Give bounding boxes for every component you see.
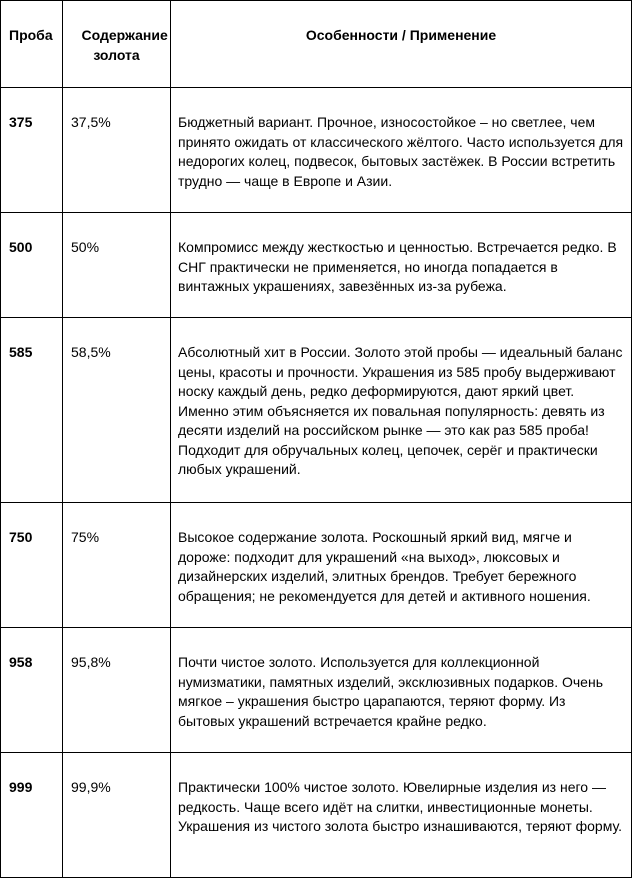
description-text: Высокое содержание золота. Роскошный яркий вид, мягче и дороже: подходит для украшений «на выход», люксовых и дизайнерских изделий, элитных брендов. Требует бережного обращения; не рекомендуется для детей и активного ношения. <box>178 529 591 604</box>
proba-value: 958 <box>9 654 33 670</box>
header-proba-label: Проба <box>9 27 53 43</box>
proba-cell <box>1 318 63 503</box>
description-text: Почти чистое золото. Используется для коллекционной нумизматики, памятных изделий, эксклюзивных подарков. Очень мягкое – украшения быстро царапаются, теряют форму. Из бытовых украшений встречается крайне редко. <box>178 654 603 729</box>
table-row <box>1 213 632 318</box>
content-cell <box>63 628 171 753</box>
content-cell <box>63 318 171 503</box>
header-proba <box>1 1 63 88</box>
header-content-label: Содержание золота <box>81 27 168 63</box>
content-value: 75% <box>71 529 100 545</box>
description-cell <box>171 628 632 753</box>
header-content <box>63 1 171 88</box>
content-cell <box>63 753 171 878</box>
description-text: Компромисс между жесткостью и ценностью. Встречается редко. В СНГ практически не применяется, но иногда попадается в винтажных украшениях, завезённых из-за рубежа. <box>178 239 617 294</box>
description-cell <box>171 88 632 213</box>
content-value: 50% <box>71 239 100 255</box>
proba-cell <box>1 753 63 878</box>
description-cell <box>171 213 632 318</box>
table-row <box>1 503 632 628</box>
proba-value: 999 <box>9 779 33 795</box>
table-row <box>1 88 632 213</box>
content-value: 58,5% <box>71 344 111 360</box>
description-text: Бюджетный вариант. Прочное, износостойкое – но светлее, чем принято ожидать от классического жёлтого. Часто используется для недорогих колец, подвесок, бытовых застёжек. В России встретить трудно — чаще в Европе и Азии. <box>178 114 624 189</box>
proba-cell <box>1 88 63 213</box>
proba-cell <box>1 628 63 753</box>
content-cell <box>63 88 171 213</box>
description-cell <box>171 503 632 628</box>
content-value: 95,8% <box>71 654 111 670</box>
description-cell <box>171 753 632 878</box>
proba-value: 750 <box>9 529 33 545</box>
description-text: Абсолютный хит в России. Золото этой пробы — идеальный баланс цены, красоты и прочности. Украшения из 585 пробу выдерживают носку каждый день, редко деформируются, дают яркий цвет. Именно этим объясняется их повальная популярность: девять из десяти изделий на российском рынке — это как раз 585 проба! Подходит для обручальных колец, цепочек, серёг и практически любых украшений. <box>178 344 623 477</box>
content-value: 99,9% <box>71 779 111 795</box>
header-features-label: Особенности / Применение <box>305 27 497 43</box>
description-text: Практически 100% чистое золото. Ювелирные изделия из него — редкость. Чаще всего идёт на слитки, инвестиционные монеты. Украшения из чистого золота быстро изнашиваются, теряют форму. <box>178 779 622 834</box>
table-row <box>1 318 632 503</box>
content-cell <box>63 213 171 318</box>
header-features <box>171 1 632 88</box>
proba-value: 500 <box>9 239 33 255</box>
proba-value: 375 <box>9 114 33 130</box>
content-cell <box>63 503 171 628</box>
description-cell <box>171 318 632 503</box>
content-value: 37,5% <box>71 114 111 130</box>
table-header-row <box>1 1 632 88</box>
table-row <box>1 628 632 753</box>
table-row <box>1 753 632 878</box>
proba-cell <box>1 213 63 318</box>
proba-value: 585 <box>9 344 33 360</box>
proba-cell <box>1 503 63 628</box>
